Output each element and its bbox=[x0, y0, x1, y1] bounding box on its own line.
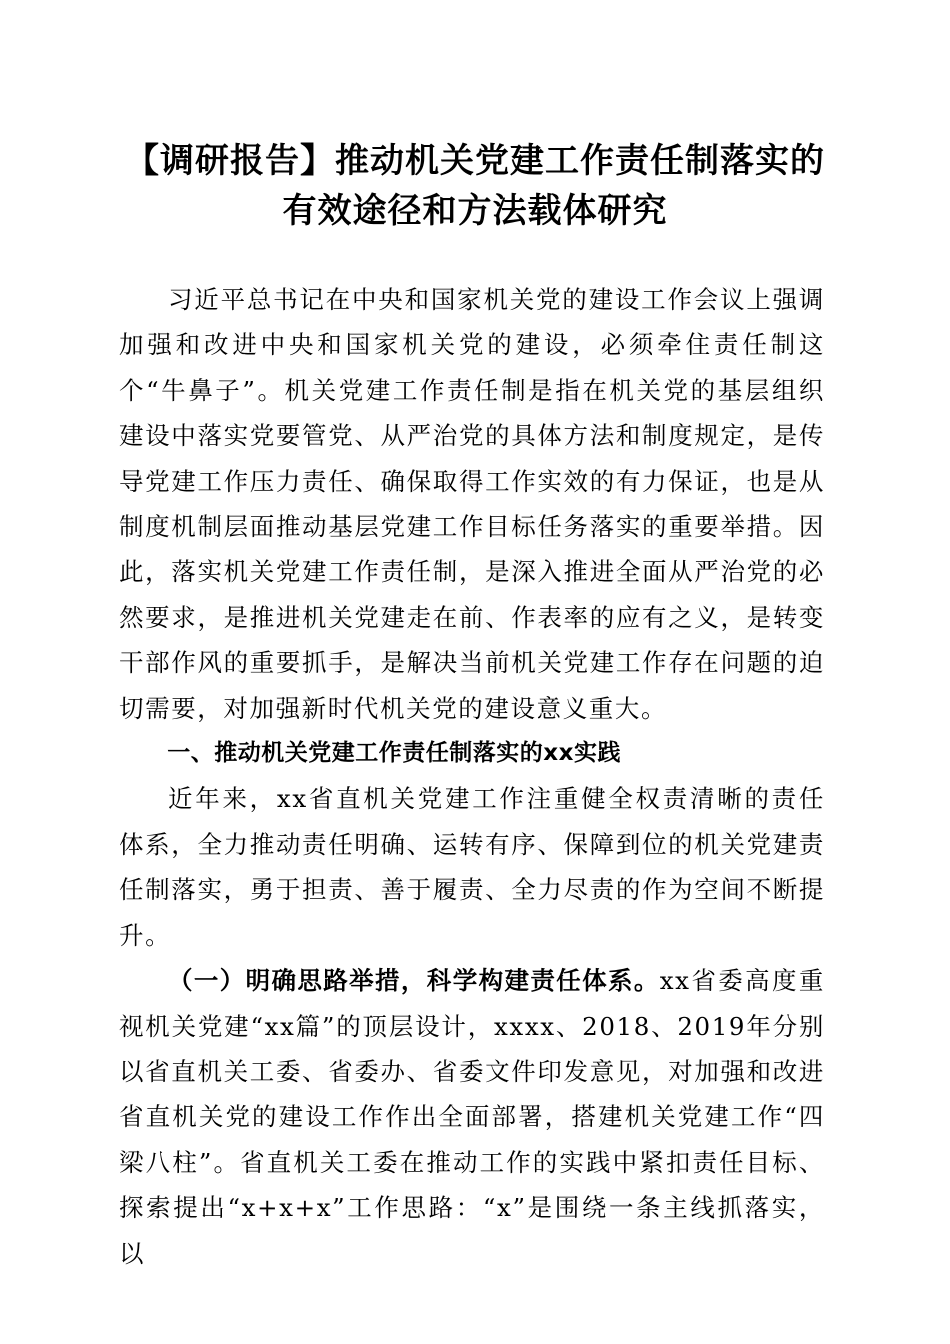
subsection-1-lead: （一）明确思路举措，科学构建责任体系。 bbox=[168, 966, 660, 996]
section-1-heading: 一、推动机关党建工作责任制落实的xx实践 bbox=[167, 740, 621, 767]
section-1-paragraph: 近年来，xx省直机关党建工作注重健全权责清晰的责任体系，全力推动责任明确、运转有序、保障到位的机关党建责任制落实，勇于担责、善于履责、全力尽责的作为空间不断提升。 bbox=[119, 784, 825, 950]
document-title bbox=[120, 136, 830, 236]
subsection-1-paragraph bbox=[119, 958, 825, 1276]
intro-paragraph: 习近平总书记在中央和国家机关党的建设工作会议上强调加强和改进中央和国家机关党的建设，必须牵住责任制这个“牛鼻子”。机关党建工作责任制是指在机关党的基层组织建设中落实党要管党、从严治党的具体方法和制度规定，是传导党建工作压力责任、确保取得工作实效的有力保证，也是从制度机制层面推动基层党建工作目标任务落实的重要举措。因此，落实机关党建工作责任制，是深入推进全面从严治党的必然要求，是推进机关党建走在前、作表率的应有之义，是转变干部作风的重要抓手，是解决当前机关党建工作存在问题的迫切需要，对加强新时代机关党的建设意义重大。 bbox=[119, 285, 825, 723]
subsection-1-text: xx省委高度重视机关党建“xx篇”的顶层设计，xxxx、2018、2019年分别以省直机关工委、省委办、省委文件印发意见，对加强和改进省直机关党的建设工作作出全面部署，搭建机关党建工作“四梁八柱”。省直机关工委在推动工作的实践中紧扣责任目标、探索提出“x+x+x”工作思路：“x”是围绕一条主线抓落实，以 bbox=[119, 966, 825, 1268]
title-line-2: 有效途径和方法载体研究 bbox=[282, 191, 668, 231]
document-body bbox=[119, 277, 825, 1276]
title-line-1: 【调研报告】推动机关党建工作责任制落实的 bbox=[125, 141, 825, 181]
